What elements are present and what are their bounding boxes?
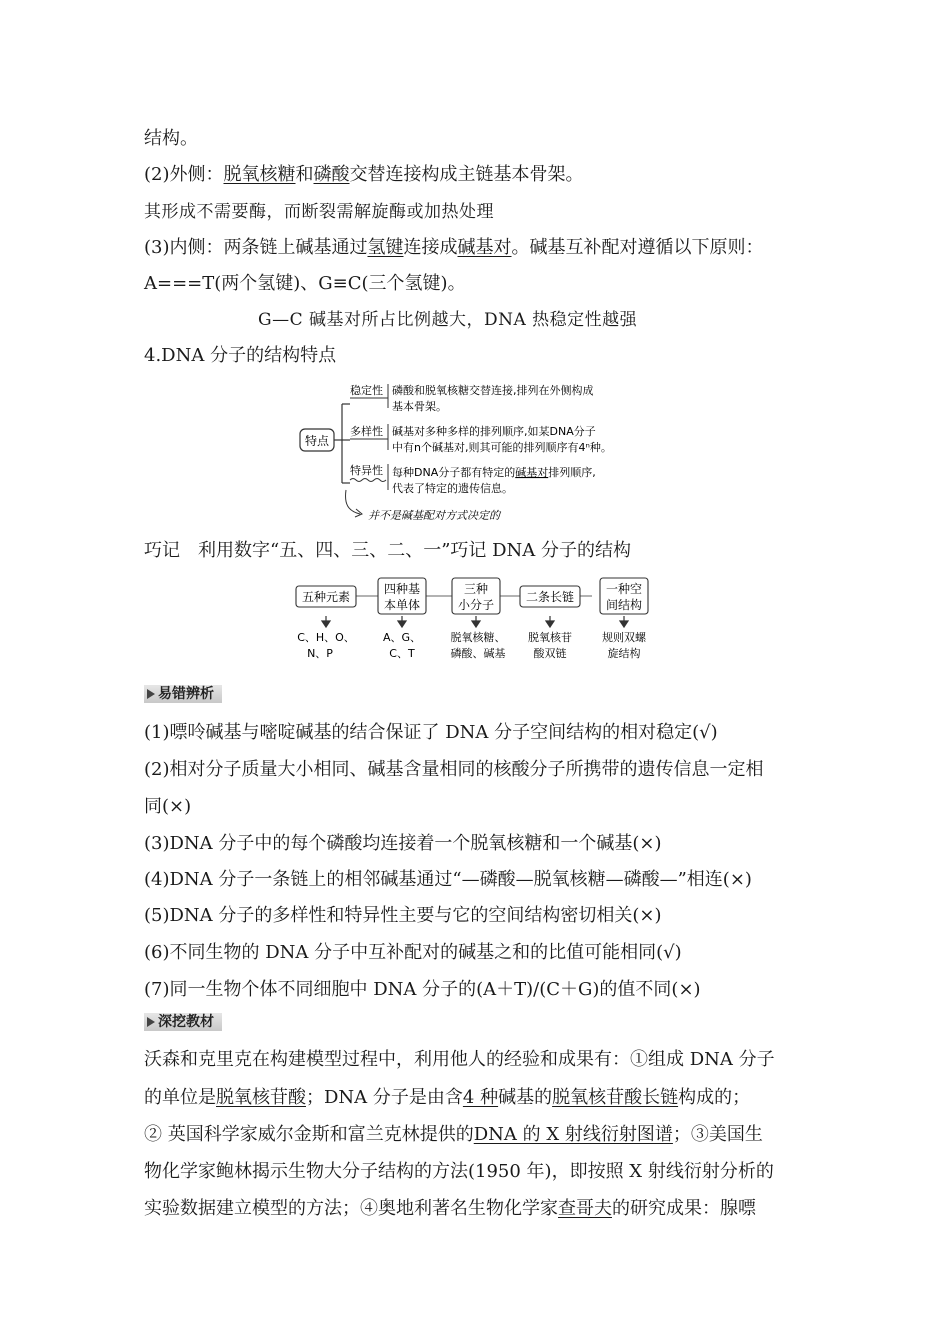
- root-label: 特点: [304, 434, 330, 448]
- text-line-inner: [144, 237, 764, 259]
- mnemonic-detail: 酸双链: [533, 647, 567, 660]
- textbook-line: 沃森和克里克在构建模型过程中，利用他人的经验和成果有：①组成 DNA 分子: [144, 1049, 775, 1070]
- down-arrow-icons: [322, 616, 628, 627]
- text: 连接成: [403, 237, 458, 258]
- mnemonic-title: 巧记 利用数字“五、四、三、二、一”巧记 DNA 分子的结构: [144, 540, 632, 561]
- underlined-term: 氢键: [367, 237, 404, 258]
- underlined-term: 脱氧核苷酸长链: [552, 1087, 679, 1108]
- text: 和: [295, 164, 314, 185]
- text: 。碱基互补配对遵循以下原则：: [511, 237, 764, 258]
- section-tag-textbook: 深挖教材: [144, 1013, 222, 1031]
- mnemonic-diagram: [290, 576, 665, 666]
- mnemonic-label: 二条长链: [525, 590, 575, 604]
- error-item: (1)嘌呤碱基与嘧啶碱基的结合保证了 DNA 分子空间结构的相对稳定(√): [144, 722, 718, 743]
- handwritten-note: 其形成不需要酶，而断裂需解旋酶或加热处理: [144, 202, 494, 222]
- mnemonic-detail: C、H、O、: [297, 631, 355, 644]
- textbook-line: [144, 1198, 756, 1220]
- error-item: (4)DNA 分子一条链上的相邻碱基通过“—磷酸—脱氧核糖—磷酸—”相连(×): [144, 869, 752, 890]
- feature-desc: 每种DNA分子都有特定的碱基对排列顺序,: [392, 466, 596, 479]
- mnemonic-label: 三种: [463, 582, 489, 596]
- text: 的研究成果：腺嘌: [612, 1198, 756, 1219]
- text: ；DNA 分子是由含: [306, 1087, 463, 1108]
- underlined-term: 4 种: [462, 1087, 499, 1108]
- error-item: (5)DNA 分子的多样性和特异性主要与它的空间结构密切相关(×): [144, 905, 662, 926]
- features-diagram: [296, 378, 656, 528]
- mnemonic-label: 小分子: [457, 598, 495, 612]
- text: 构成的；: [678, 1087, 751, 1108]
- mnemonic-detail: A、G、: [382, 631, 422, 644]
- text: ② 英国科学家威尔金斯和富兰克林提供的: [144, 1124, 474, 1145]
- mnemonic-detail: 磷酸、碱基: [450, 647, 506, 660]
- feature-name: 多样性: [350, 425, 383, 438]
- error-item: (6)不同生物的 DNA 分子中互补配对的碱基之和的比值可能相同(√): [144, 942, 682, 963]
- mnemonic-detail: 旋结构: [607, 647, 641, 660]
- feature-desc: 中有n个碱基对,则其可能的排列顺序有4ⁿ种。: [392, 441, 612, 454]
- feature-desc: 代表了特定的遗传信息。: [392, 482, 513, 495]
- error-item: 同(×): [144, 796, 192, 817]
- mnemonic-detail: C、T: [389, 647, 415, 660]
- text-line-outer: [144, 164, 584, 186]
- underlined-term: DNA 的 X 射线衍射图谱: [473, 1124, 673, 1145]
- wavy-underline: [350, 479, 386, 482]
- textbook-line: [144, 1124, 763, 1146]
- text: 交替连接构成主链基本骨架。: [349, 164, 584, 185]
- error-item: (2)相对分子质量大小相同、碱基含量相同的核酸分子所携带的遗传信息一定相: [144, 759, 764, 780]
- underlined-term: 磷酸: [313, 164, 350, 185]
- text: ；③美国生: [672, 1124, 763, 1145]
- section-title: 4.DNA 分子的结构特点: [144, 345, 337, 366]
- text: 碱基的: [498, 1087, 553, 1108]
- mnemonic-label: 一种空: [605, 582, 643, 596]
- text: (3)内侧：两条链上碱基通过: [144, 237, 368, 258]
- error-item: (3)DNA 分子中的每个磷酸均连接着一个脱氧核糖和一个碱基(×): [144, 833, 662, 854]
- mnemonic-detail: 脱氧核糖、: [450, 631, 506, 644]
- text: 的单位是: [144, 1087, 216, 1108]
- underlined-term: 碱基对: [457, 237, 512, 258]
- mnemonic-detail: N、P: [307, 647, 333, 660]
- underlined-term: 查哥夫: [558, 1198, 612, 1219]
- mnemonic-detail: 脱氧核苷: [528, 631, 572, 644]
- handwritten-note: 并不是碱基配对方式决定的: [368, 509, 500, 522]
- mnemonic-label: 四种基: [383, 582, 421, 596]
- mnemonic-label: 本单体: [383, 598, 421, 612]
- mnemonic-label: 五种元素: [301, 590, 351, 604]
- handwritten-note: G—C 碱基对所占比例越大，DNA 热稳定性越强: [258, 310, 638, 330]
- textbook-line: 物化学家鲍林揭示生物大分子结构的方法(1950 年)，即按照 X 射线衍射分析的: [144, 1161, 774, 1182]
- feature-name: 特异性: [350, 464, 383, 477]
- text-line: 结构。: [144, 128, 198, 149]
- mnemonic-label: 间结构: [605, 598, 643, 612]
- text: (2)外侧：: [144, 164, 224, 185]
- feature-desc: 基本骨架。: [392, 400, 447, 413]
- feature-name: 稳定性: [350, 384, 383, 397]
- feature-desc: 磷酸和脱氧核糖交替连接,排列在外侧构成: [392, 384, 594, 397]
- textbook-line: [144, 1087, 750, 1109]
- text-line-pairing: A===T(两个氢键)、G≡C(三个氢键)。: [144, 273, 466, 294]
- text: 实验数据建立模型的方法；④奥地利著名生物化学家: [144, 1198, 558, 1219]
- error-item: (7)同一生物个体不同细胞中 DNA 分子的(A＋T)/(C＋G)的值不同(×): [144, 979, 701, 1000]
- mnemonic-detail: 规则双螺: [602, 631, 646, 644]
- feature-desc: 碱基对多种多样的排列顺序,如某DNA分子: [392, 425, 596, 438]
- underlined-term: 脱氧核苷酸: [216, 1087, 306, 1108]
- section-tag-errors: 易错辨析: [144, 685, 222, 703]
- underlined-term: 脱氧核糖: [223, 164, 296, 185]
